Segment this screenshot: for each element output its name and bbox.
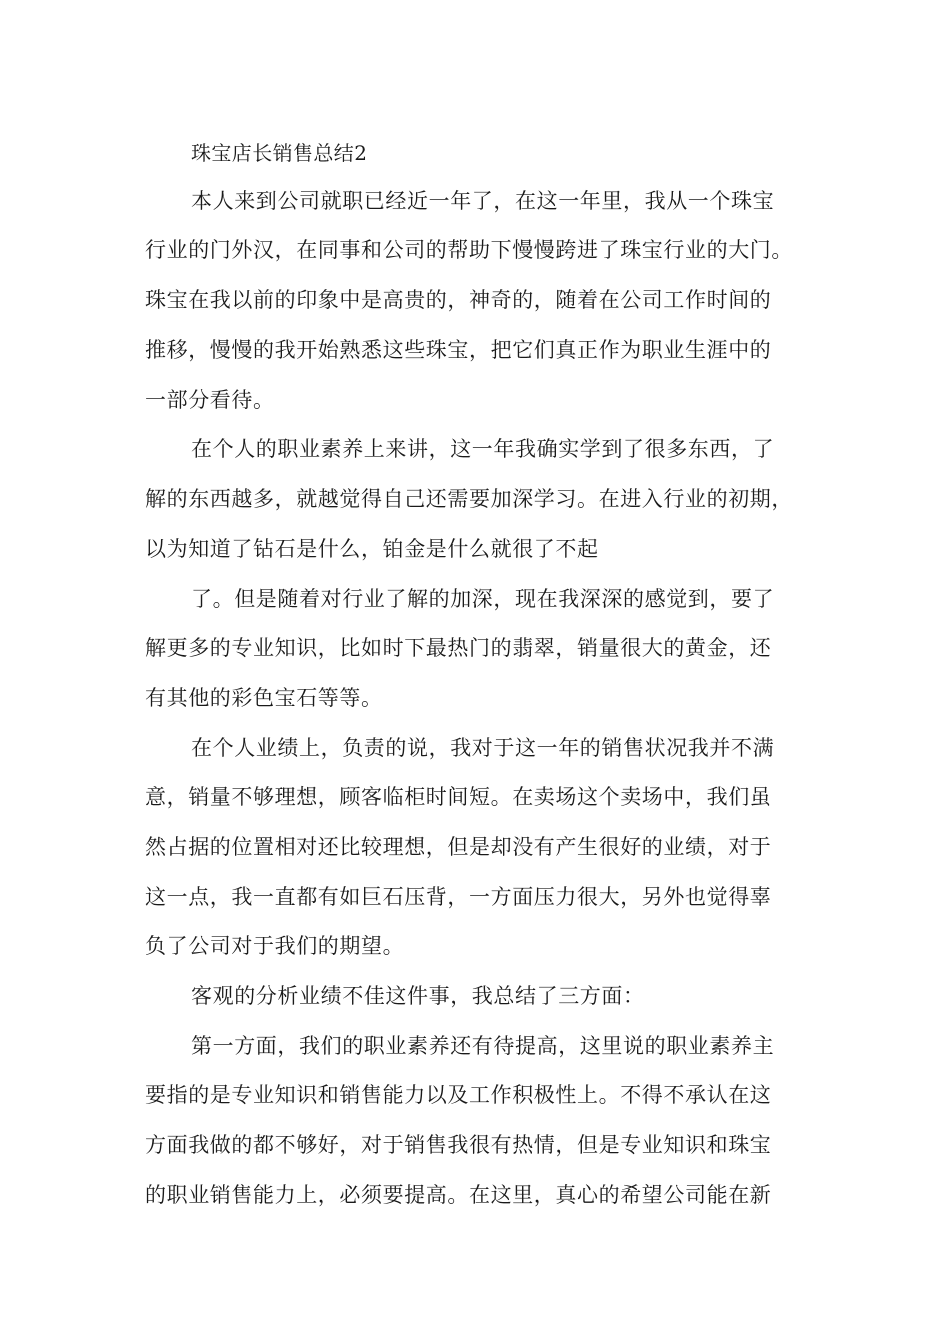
paragraph-line: 方面我做的都不够好，对于销售我很有热情，但是专业知识和珠宝 xyxy=(145,1133,772,1157)
paragraph-line: 然占据的位置相对还比较理想，但是却没有产生很好的业绩，对于 xyxy=(145,835,772,859)
paragraph-line: 本人来到公司就职已经近一年了，在这一年里，我从一个珠宝 xyxy=(191,189,775,213)
paragraph-line: 解的东西越多，就越觉得自己还需要加深学习。在进入行业的初期， xyxy=(145,487,793,511)
document-title: 珠宝店长销售总结2 xyxy=(191,141,368,165)
paragraph-line: 在个人业绩上，负责的说，我对于这一年的销售状况我并不满 xyxy=(191,736,775,760)
paragraph-line: 意，销量不够理想，顾客临柜时间短。在卖场这个卖场中，我们虽 xyxy=(145,785,772,809)
paragraph-line: 这一点，我一直都有如巨石压背，一方面压力很大，另外也觉得辜 xyxy=(145,885,772,909)
paragraph-line: 一部分看待。 xyxy=(145,388,275,412)
paragraph-line: 要指的是专业知识和销售能力以及工作积极性上。不得不承认在这 xyxy=(145,1083,772,1107)
paragraph-line: 以为知道了钻石是什么，铂金是什么就很了不起 xyxy=(145,537,599,561)
paragraph-line: 解更多的专业知识，比如时下最热门的翡翠，销量很大的黄金，还 xyxy=(145,636,772,660)
paragraph-line: 了。但是随着对行业了解的加深，现在我深深的感觉到，要了 xyxy=(191,587,775,611)
paragraph-line: 行业的门外汉，在同事和公司的帮助下慢慢跨进了珠宝行业的大门。 xyxy=(145,238,793,262)
paragraph-line: 客观的分析业绩不佳这件事，我总结了三方面： xyxy=(191,984,645,1008)
paragraph-line: 负了公司对于我们的期望。 xyxy=(145,934,405,958)
paragraph-line: 有其他的彩色宝石等等。 xyxy=(145,686,383,710)
paragraph-line: 在个人的职业素养上来讲，这一年我确实学到了很多东西，了 xyxy=(191,437,775,461)
paragraph-line: 推移，慢慢的我开始熟悉这些珠宝，把它们真正作为职业生涯中的 xyxy=(145,338,772,362)
paragraph-line: 珠宝在我以前的印象中是高贵的，神奇的，随着在公司工作时间的 xyxy=(145,288,772,312)
paragraph-line: 的职业销售能力上，必须要提高。在这里，真心的希望公司能在新 xyxy=(145,1183,772,1207)
paragraph-line: 第一方面，我们的职业素养还有待提高，这里说的职业素养主 xyxy=(191,1034,775,1058)
